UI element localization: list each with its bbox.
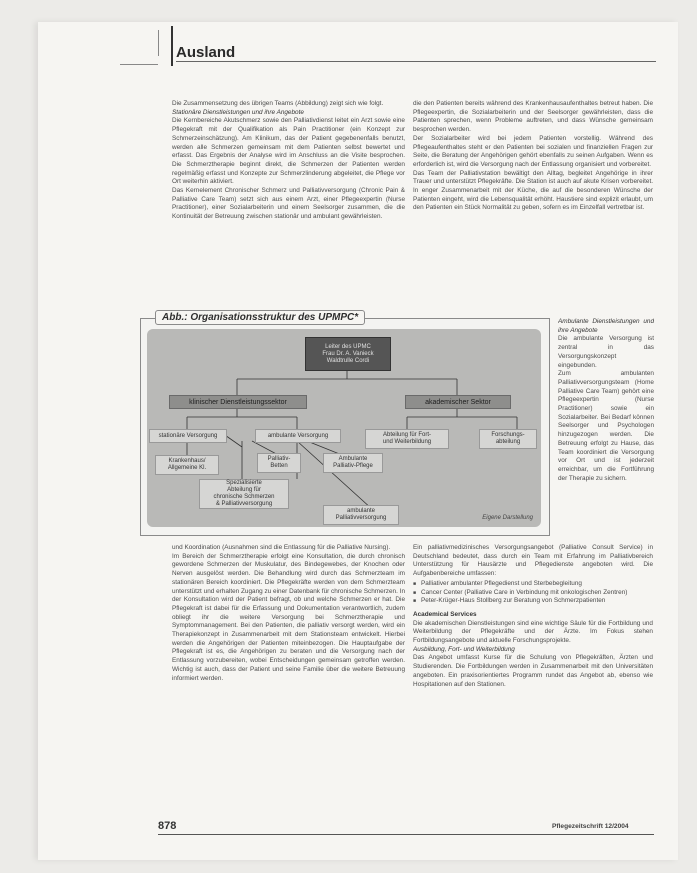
node-clinical-sector: klinischer Dienstleistungssektor <box>169 395 307 409</box>
magazine-source: Pflegezeitschrift 12/2004 <box>552 823 629 830</box>
right-column-mid <box>558 318 654 540</box>
node-home-line1: Ambulante <box>338 456 368 462</box>
node-chronic-pain <box>199 479 289 509</box>
paragraph: Die akademischen Dienstleistungen sind eine wichtige Säule für die Fortbildung und Weiterbildung der Pflegekräfte und der Ärzte. Im Fokus stehen Fortbildungsangebote und aktuelle Forschungsprojekte. <box>413 619 653 645</box>
right-column-bottom <box>413 544 653 812</box>
node-consult <box>323 505 399 525</box>
crop-mark <box>120 64 158 65</box>
page-number: 878 <box>158 820 177 832</box>
footer-rule <box>158 834 654 835</box>
bullet-item: ■ Peter-Krüger-Haus Stollberg zur Beratung von Schmerzpatienten <box>421 597 653 606</box>
paragraph: Das Team der Palliativstation bewältigt den Alltag, begleitet Angehörige in ihrer Trauer und unterstützt Pflegekräfte. Die Station ist auch auf akute Krisen vorbereitet. In enger Zusammenarbeit mit der Küche, die auf die besonderen Wünsche der Patienten eingeht, wird die Lebensqualität erhöht. Haustiere sind explizit erlaubt, um den Patienten ein Stück Normalität zu geben, sofern es im Einzelfall vertretbar ist. <box>413 169 653 212</box>
paragraph: Zum ambulanten Palliativversorgungsteam (Home Palliative Care Team) gehört eine Pflegeexpertin (Nurse Practitioner) sowie ein Sozialarbeiter. Bei Bedarf können Seelsorger und Psychologen hinzugezogen werden. Die Betreuung erfolgt zu Hause, das Team koordiniert die Versorgung vor Ort und ist jederzeit erreichbar, um die Fortführung der Therapie zu sichern. <box>558 370 654 482</box>
bullet-item: ■ Palliativer ambulanter Pflegedienst und Sterbebegleitung <box>421 580 653 589</box>
node-training <box>365 429 449 449</box>
node-palliative-beds <box>257 453 301 473</box>
node-home-care <box>323 453 383 473</box>
crop-mark <box>158 30 159 56</box>
paragraph: Die Zusammensetzung des übrigen Teams (Abbildung) zeigt sich wie folgt. <box>172 100 384 107</box>
paragraph: Das Kernelement Chronischer Schmerz und Palliativversorgung (Chronic Pain & Palliative Care Team) setzt sich aus einem Arzt, einer Pflegeexpertin (Nurse Practitioner), einer Sozialarbeiterin und einem Seelsorger zusammen, die die Kontinuität der Betreuung zwischen stationär und ambulant gewährleisten. <box>172 187 405 221</box>
node-beds-line2: Betten <box>270 463 288 469</box>
paragraph: Im Bereich der Schmerztherapie erfolgt eine Konsultation, die durch chronisch gewordene Schmerzen der Muskulatur, des Bindegewebes, der Knochen oder Nerven ausgelöst werden. Die Behandlung wird durch das Schmerzteam im stationären Bereich koordiniert. Die Pflegekräfte werden von dem Schmerzteam unterstützt und erhalten Zugang zu einer Datenbank für chronische Schmerzen. In der Konsultation wird der Patient befragt, ob und welche Schmerzen er hat. Die Pflegekraft ist dabei für die Erfassung und Dokumentation verantwortlich, zudem obliegt ihr die weitere Versorgung bei Schmerztherapie und Symptommanagement. Bei den Patienten, die palliativ versorgt werden, wird ein Therapiekonzept in Zusammenarbeit mit dem Stationsteam entwickelt. Hierbei werden die Angehörigen der Patienten miteinbezogen. Die Hauptaufgabe der Pflegekraft ist es, die Angehörigen zu beraten und die Versorgung nach der Entlassung vorzubereiten, wobei Entscheidungen gemeinsam getroffen werden. Wichtig ist auch, dass der Patient und seine Familie über die weitere Betreuung informiert werden. <box>172 552 405 682</box>
subheading: Ausbildung, Fort- und Weiterbildung <box>413 645 515 653</box>
node-research-line2: abteilung <box>495 439 521 445</box>
node-home-line2: Palliativ-Pflege <box>333 463 373 469</box>
node-inpatient: stationäre Versorgung <box>149 429 227 443</box>
node-training-line2: und Weiterbildung <box>382 439 432 445</box>
node-outpatient: ambulante Versorgung <box>255 429 341 443</box>
node-hospital <box>155 455 219 475</box>
subheading: Ambulante Dienstleistungen und ihre Angebote <box>558 318 654 334</box>
figure-caption: Eigene Darstellung <box>482 515 533 521</box>
paragraph: und Koordination (Ausnahmen sind die Entlassung für die Palliative Nursing). <box>172 544 391 551</box>
node-beds-line1: Palliativ- <box>267 456 291 462</box>
bullet-list <box>413 580 653 606</box>
node-chronic-line3: chronische Schmerzen <box>213 494 275 500</box>
node-academic-sector: akademischer Sektor <box>405 395 511 409</box>
node-consult-line2: Palliativversorgung <box>335 515 387 521</box>
node-director-line1: Leiter des UPMC <box>325 343 371 350</box>
node-director <box>305 337 391 371</box>
node-consult-line1: ambulante <box>346 508 376 514</box>
left-column-top <box>172 100 405 312</box>
node-chronic-line4: & Palliativversorgung <box>215 501 273 507</box>
node-training-line1: Abteilung für Fort- <box>382 432 432 438</box>
paragraph: Die ambulante Versorgung ist zentral in das Versorgungskonzept eingebunden. <box>558 335 654 369</box>
section-heading: Academical Services <box>413 610 477 618</box>
paragraph: Ein palliativmedizinisches Versorgungsangebot (Palliative Consult Service) in Deutschland bedeutet, dass durch ein Team mit Erfahrung im Palliativbereich Unterstützung für Hausärzte und Pflegedienste angeboten wird. Die Aufgabenbereiche umfassen: <box>413 544 653 578</box>
node-chronic-line2: Abteilung für <box>227 487 261 493</box>
paragraph: Der Sozialarbeiter wird bei jedem Patienten vorstellig. Während des Pflegeaufenthaltes steht er den Patienten bei sozialen und finanziellen Fragen zur Seite, die Beratung der Angehörigen gehört ebenfalls zu seinen Aufgaben. Wenn es erforderlich ist, wird die Versorgung nach der Entlassung organisiert und vorbereitet. <box>413 134 653 168</box>
section-bar <box>171 26 173 66</box>
right-column-top <box>413 100 653 312</box>
node-research-line1: Forschungs- <box>491 432 525 438</box>
node-chronic-line1: Spezialisierte <box>226 480 262 486</box>
node-hospital-line2: Allgemeine Kl. <box>167 465 207 471</box>
node-director-line3: Waldtrulle Cordi <box>326 357 370 364</box>
node-director-line2: Frau Dr. A. Vanieck <box>322 350 374 357</box>
node-hospital-line1: Krankenhaus/ <box>168 458 206 464</box>
paragraph: Die Kernbereiche Akutschmerz sowie den Palliativdienst leitet ein Arzt sowie eine Pflegekraft mit der Qualifikation als Pain Practitioner (ein Konzept zur Schmerzeinschätzung). Am Klinikum, das der Patient gegebenenfalls benutzt, werden alle Schmerzen gemeinsam mit dem Patienten selbst bewertet und erfasst. Das Ergebnis der Analyse wird im Anschluss an die Visite besprochen. Die Schmerztherapie beginnt direkt, die Schmerzen der Patienten werden regelmäßig erfasst und Konzepte zur Schmerzlinderung abgeleitet, die Pflege vor Ort weiterhin aktiviert. <box>172 117 405 186</box>
organization-chart <box>140 312 550 536</box>
section-title: Ausland <box>176 44 236 61</box>
figure-title: Abb.: Organisationsstruktur des UPMPC* <box>155 310 365 325</box>
chart-panel <box>147 329 541 527</box>
left-column-bottom <box>172 544 405 812</box>
header-rule <box>176 61 656 62</box>
subheading: Stationäre Dienstleistungen und ihre Angebote <box>172 108 304 116</box>
node-research <box>479 429 537 449</box>
paragraph: Das Angebot umfasst Kurse für die Schulung von Pflegekräften, Ärzten und Studierenden. Die Fortbildungen werden in Zusammenarbeit mit den Universitäten angeboten. Ein praxisorientiertes Programm rundet das Angebot ab, ebenso wie Hospitationen auf den Stationen. <box>413 654 653 688</box>
bullet-item: ■ Cancer Center (Palliative Care in Verbindung mit onkologischen Zentren) <box>421 589 653 598</box>
paragraph: die den Patienten bereits während des Krankenhausaufenthaltes betreut haben. Die Pflegeexpertin, die Sozialarbeiterin und der Seelsorger gewährleisten, dass die Patienten sprechen, wenn Probleme auftreten, und dass Wünsche gemeinsam besprochen werden. <box>413 100 653 134</box>
